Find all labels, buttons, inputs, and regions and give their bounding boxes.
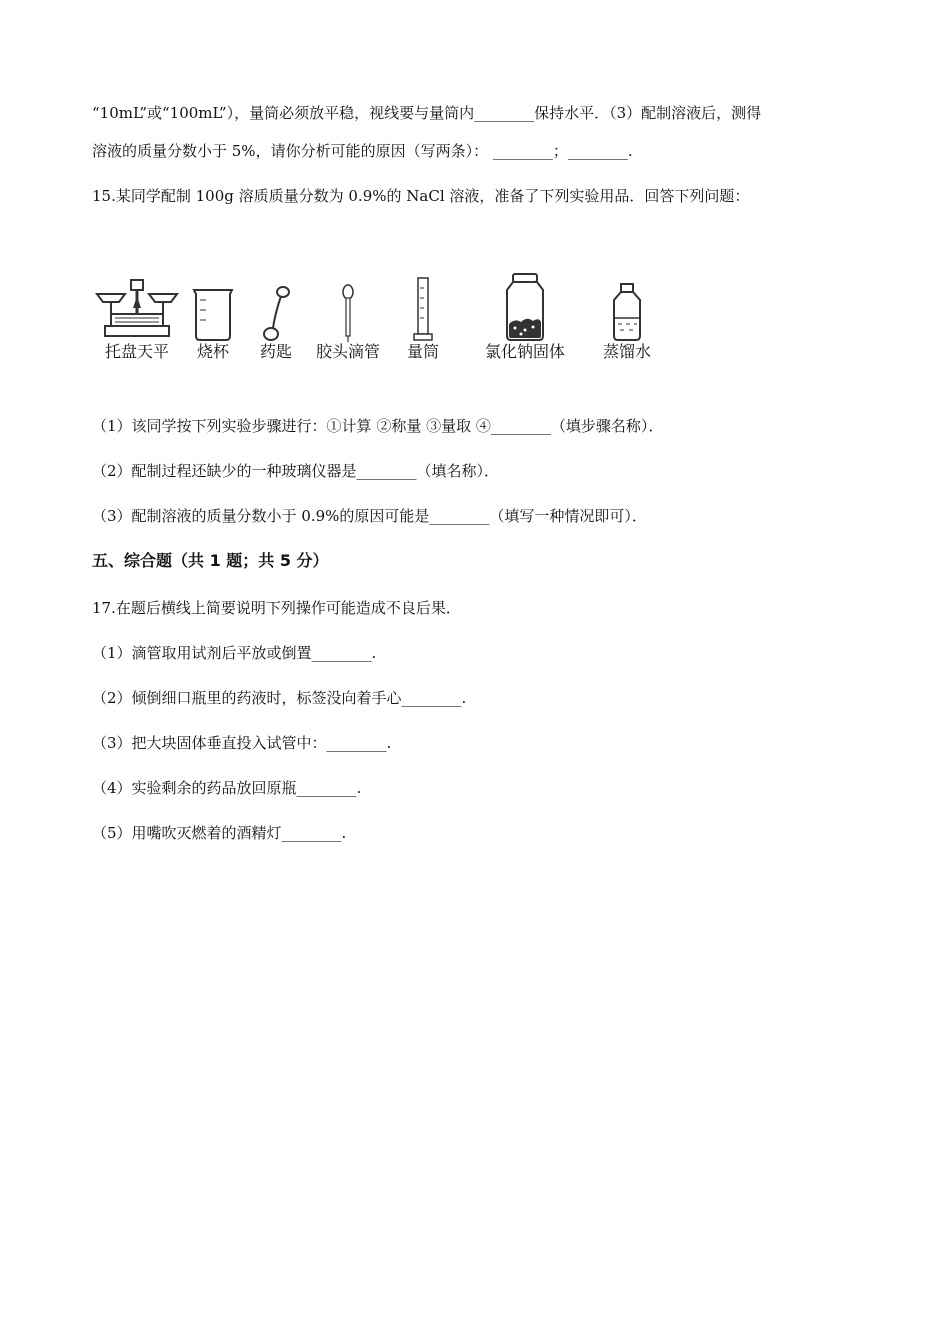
balance-item [92,262,182,372]
balance-icon [95,274,179,344]
spoon-item [256,262,296,372]
beaker-icon [190,286,236,342]
lab-equipment-figure [92,262,672,372]
q17-stem: 17.在题后横线上简要说明下列操作可能造成不良后果． [92,599,461,617]
q17-sub2: （2）倾倒细口瓶里的药液时，标签没向着手心________. [92,689,467,707]
water-label: 蒸馏水 [602,342,651,361]
nacl-label: 氯化钠固体 [484,342,565,361]
graduated-cylinder-icon [412,276,434,342]
q17-sub3: （3）把大块固体垂直投入试管中：________. [92,734,392,752]
section-5-heading: 五、综合题（共 1 题；共 5 分） [92,551,329,570]
q15-sub3: （3）配制溶液的质量分数小于 0.9%的原因可能是________（填写一种情况即可）． [92,507,647,525]
q15-stem: 15.某同学配制 100g 溶质质量分数为 0.9%的 NaCl 溶液，准备了下列实验用品．回答下列问题： [92,187,750,205]
q17-sub4: （4）实验剩余的药品放回原瓶________. [92,779,362,797]
nacl-item [474,262,576,372]
cylinder-item [400,262,446,372]
water-bottle-icon [610,282,644,342]
dropper-item [312,262,384,372]
dropper-label: 胶头滴管 [315,342,380,361]
q14-tail-line1: “10mL”或“100mL”），量筒必须放平稳，视线要与量筒内________保持水平．（3）配制溶液后，测得 [92,104,762,122]
beaker-label: 烧杯 [196,342,229,361]
q17-sub1: （1）滴管取用试剂后平放或倒置________. [92,644,377,662]
cylinder-label: 量筒 [406,342,439,361]
balance-label: 托盘天平 [104,342,169,361]
q14-tail-line2: 溶液的质量分数小于 5%，请你分析可能的原因（写两条）： ________；________. [92,142,633,160]
spoon-icon [261,284,291,344]
water-item [592,262,662,372]
beaker-item [188,262,238,372]
q15-sub1: （1）该同学按下列实验步骤进行：①计算 ②称量 ③量取 ④________（填步骤名称）． [92,417,664,435]
nacl-jar-icon [503,272,547,342]
spoon-label: 药匙 [259,342,292,361]
q15-sub2: （2）配制过程还缺少的一种玻璃仪器是________（填名称）． [92,462,500,480]
q17-sub5: （5）用嘴吹灭燃着的酒精灯________. [92,824,347,842]
dropper-icon [340,284,356,344]
